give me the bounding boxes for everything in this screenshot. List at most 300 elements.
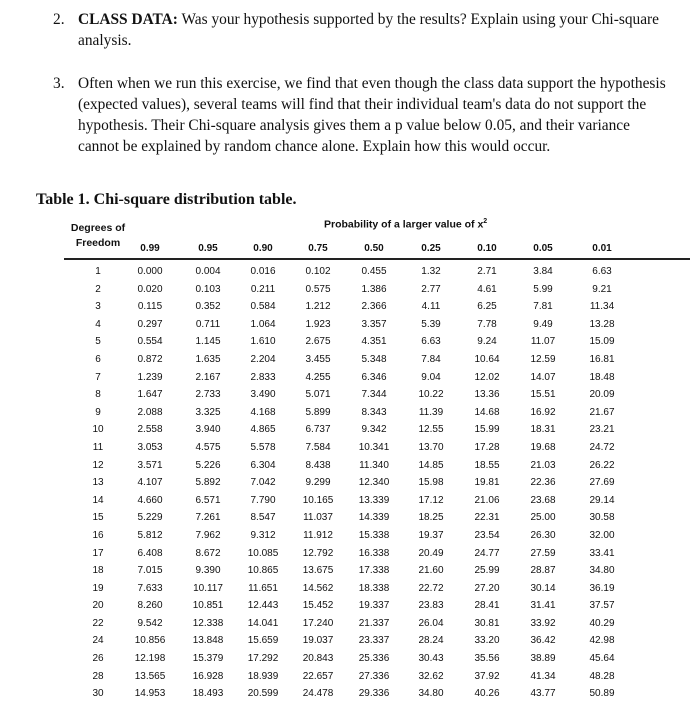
value-cell: 12.338 (192, 617, 224, 629)
value-cell: 2.71 (477, 266, 497, 277)
value-cell: 5.39 (421, 318, 441, 330)
value-cell: 12.55 (418, 424, 444, 436)
value-cell: 50.89 (589, 688, 615, 700)
value-cell: 9.24 (477, 336, 497, 348)
value-cell: 5.892 (195, 477, 221, 489)
value-cell: 6.304 (250, 459, 276, 471)
value-cell: 10.865 (247, 565, 279, 577)
value-cell: 0.020 (137, 283, 163, 295)
dof-cell: 15 (92, 512, 104, 524)
value-cell: 2.733 (195, 389, 221, 401)
value-cell: 0.297 (137, 318, 163, 330)
dof-cell: 4 (95, 318, 101, 330)
value-cell: 15.98 (418, 477, 444, 489)
value-cell: 3.325 (195, 406, 221, 418)
value-cell: 23.68 (530, 494, 556, 506)
value-cell: 37.92 (474, 670, 500, 682)
value-cell: 7.261 (195, 512, 221, 524)
column-header: 0.50 (364, 243, 384, 254)
value-cell: 14.68 (474, 406, 500, 418)
value-cell: 21.60 (418, 565, 444, 577)
table-row (64, 333, 690, 351)
value-cell: 5.99 (533, 283, 553, 295)
value-cell: 18.338 (358, 582, 390, 594)
value-cell: 10.64 (474, 353, 500, 365)
question-bold-lead: CLASS DATA: (78, 11, 178, 28)
dof-cell: 20 (92, 600, 104, 612)
value-cell: 3.053 (137, 441, 163, 453)
dof-cell: 18 (92, 565, 104, 577)
value-cell: 2.558 (137, 424, 163, 436)
dof-cell: 26 (92, 653, 104, 665)
question-number: 3. (53, 75, 65, 92)
value-cell: 0.352 (195, 301, 221, 313)
value-cell: 27.20 (474, 582, 500, 594)
value-cell: 16.92 (530, 406, 556, 418)
value-cell: 8.343 (361, 406, 387, 418)
value-cell: 15.99 (474, 424, 500, 436)
value-cell: 0.016 (250, 266, 276, 277)
value-cell: 45.64 (589, 653, 615, 665)
value-cell: 5.348 (361, 353, 387, 365)
column-header: 0.75 (308, 243, 328, 254)
value-cell: 13.565 (134, 670, 166, 682)
question-body: Often when we run this exercise, we find that even though the class data support the hypothesis (expected values), several teams will find that their individual team's data do not support the hypothesis. Their Chi-square analysis gives them a p value below 0.05, and their variance cannot be explained by random chance alone. Explain how this would occur. (78, 75, 666, 155)
value-cell: 3.84 (533, 266, 553, 277)
value-cell: 19.037 (302, 635, 334, 647)
table-row (64, 457, 690, 475)
value-cell: 13.848 (192, 635, 224, 647)
value-cell: 23.83 (418, 600, 444, 612)
value-cell: 26.04 (418, 617, 444, 629)
value-cell: 0.103 (195, 283, 221, 295)
value-cell: 10.085 (247, 547, 279, 559)
value-cell: 32.62 (418, 670, 444, 682)
value-cell: 30.81 (474, 617, 500, 629)
value-cell: 4.61 (477, 283, 497, 295)
value-cell: 13.28 (589, 318, 615, 330)
value-cell: 7.584 (305, 441, 331, 453)
value-cell: 7.78 (477, 318, 497, 330)
value-cell: 20.599 (247, 688, 279, 700)
question-text (78, 73, 673, 157)
column-header: 0.95 (198, 243, 218, 254)
value-cell: 14.041 (247, 617, 279, 629)
table-row (64, 632, 690, 650)
dof-cell: 11 (92, 441, 104, 453)
value-cell: 1.923 (305, 318, 331, 330)
dof-cell: 22 (92, 617, 104, 629)
value-cell: 0.211 (250, 283, 276, 295)
value-cell: 20.49 (418, 547, 444, 559)
column-header: 0.90 (253, 243, 273, 254)
value-cell: 33.41 (589, 547, 615, 559)
probability-header-sup: 2 (483, 218, 488, 225)
value-cell: 15.452 (302, 600, 334, 612)
value-cell: 32.00 (589, 529, 615, 541)
value-cell: 22.72 (418, 582, 444, 594)
value-cell: 0.115 (137, 301, 163, 313)
value-cell: 9.342 (361, 424, 387, 436)
value-cell: 20.09 (589, 389, 615, 401)
dof-header-line1: Degrees of (70, 222, 126, 234)
table-row (64, 527, 690, 545)
value-cell: 7.042 (250, 477, 276, 489)
value-cell: 23.337 (358, 635, 390, 647)
value-cell: 25.336 (358, 653, 390, 665)
value-cell: 31.41 (530, 600, 556, 612)
value-cell: 7.84 (421, 353, 441, 365)
value-cell: 7.962 (195, 529, 221, 541)
dof-cell: 12 (92, 459, 104, 471)
value-cell: 1.212 (305, 301, 331, 313)
value-cell: 14.85 (418, 459, 444, 471)
value-cell: 28.87 (530, 565, 556, 577)
value-cell: 4.168 (250, 406, 276, 418)
value-cell: 35.56 (474, 653, 500, 665)
table-row (64, 615, 690, 633)
column-header: 0.99 (140, 243, 160, 254)
value-cell: 6.63 (592, 266, 612, 277)
value-cell: 22.657 (302, 670, 334, 682)
column-header: 0.01 (592, 243, 612, 254)
value-cell: 4.660 (137, 494, 163, 506)
value-cell: 10.856 (134, 635, 166, 647)
value-cell: 14.953 (134, 688, 166, 700)
value-cell: 1.145 (195, 336, 221, 348)
value-cell: 6.737 (305, 424, 331, 436)
table-row (64, 404, 690, 422)
value-cell: 14.07 (530, 371, 556, 383)
value-cell: 4.351 (361, 336, 387, 348)
value-cell: 36.19 (589, 582, 615, 594)
value-cell: 1.32 (421, 266, 441, 277)
value-cell: 0.004 (195, 266, 221, 277)
value-cell: 6.408 (137, 547, 163, 559)
value-cell: 43.77 (530, 688, 556, 700)
value-cell: 21.337 (358, 617, 390, 629)
dof-cell: 1 (95, 266, 101, 277)
value-cell: 9.04 (421, 371, 441, 383)
value-cell: 5.226 (195, 459, 221, 471)
value-cell: 17.338 (358, 565, 390, 577)
question-3 (53, 73, 673, 157)
value-cell: 5.812 (137, 529, 163, 541)
value-cell: 26.30 (530, 529, 556, 541)
value-cell: 7.344 (361, 389, 387, 401)
value-cell: 8.260 (137, 600, 163, 612)
value-cell: 4.255 (305, 371, 331, 383)
value-cell: 11.912 (303, 529, 333, 541)
value-cell: 40.26 (474, 688, 500, 700)
value-cell: 16.338 (358, 547, 390, 559)
probability-header (324, 218, 487, 231)
value-cell: 1.647 (137, 389, 163, 401)
table-body (64, 263, 690, 703)
table-row (64, 369, 690, 387)
value-cell: 27.69 (589, 477, 615, 489)
value-cell: 4.865 (250, 424, 276, 436)
table-row (64, 263, 690, 281)
value-cell: 3.357 (361, 318, 387, 330)
table-row (64, 562, 690, 580)
value-cell: 0.872 (137, 353, 163, 365)
value-cell: 25.99 (474, 565, 500, 577)
value-cell: 13.70 (418, 441, 444, 453)
value-cell: 16.928 (192, 670, 224, 682)
value-cell: 10.22 (418, 389, 444, 401)
dof-cell: 8 (95, 389, 101, 401)
value-cell: 17.292 (247, 653, 279, 665)
value-cell: 13.36 (474, 389, 500, 401)
value-cell: 17.240 (302, 617, 334, 629)
value-cell: 13.675 (302, 565, 334, 577)
dof-cell: 16 (92, 529, 104, 541)
value-cell: 12.02 (474, 371, 500, 383)
value-cell: 25.00 (530, 512, 556, 524)
value-cell: 11.07 (530, 336, 556, 348)
value-cell: 21.06 (474, 494, 500, 506)
value-cell: 29.14 (589, 494, 615, 506)
value-cell: 0.575 (305, 283, 331, 295)
value-cell: 10.851 (192, 600, 224, 612)
value-cell: 24.478 (302, 688, 334, 700)
question-body: Was your hypothesis supported by the results? Explain using your Chi-square analysis. (78, 11, 659, 49)
dof-header-line2: Freedom (75, 237, 121, 249)
value-cell: 8.672 (195, 547, 221, 559)
value-cell: 30.14 (530, 582, 556, 594)
dof-cell: 28 (92, 670, 104, 682)
value-cell: 0.711 (195, 318, 221, 330)
value-cell: 18.493 (192, 688, 224, 700)
value-cell: 1.635 (195, 353, 221, 365)
value-cell: 22.31 (474, 512, 500, 524)
value-cell: 1.064 (250, 318, 276, 330)
value-cell: 10.341 (358, 441, 390, 453)
probability-header-text: Probability of a larger value of x (324, 218, 484, 231)
column-header: 0.25 (421, 243, 441, 254)
value-cell: 8.438 (305, 459, 331, 471)
value-cell: 14.562 (302, 582, 334, 594)
value-cell: 7.015 (137, 565, 163, 577)
table-row (64, 668, 690, 686)
value-cell: 7.633 (137, 582, 163, 594)
value-cell: 15.379 (192, 653, 224, 665)
value-cell: 12.198 (134, 653, 166, 665)
value-cell: 9.312 (250, 529, 276, 541)
value-cell: 15.659 (247, 635, 279, 647)
value-cell: 34.80 (418, 688, 444, 700)
value-cell: 9.542 (137, 617, 163, 629)
value-cell: 12.443 (247, 600, 279, 612)
value-cell: 1.610 (250, 336, 276, 348)
value-cell: 3.490 (250, 389, 276, 401)
chi-square-table (64, 216, 690, 703)
value-cell: 0.554 (137, 336, 163, 348)
value-cell: 24.77 (474, 547, 500, 559)
value-cell: 36.42 (530, 635, 556, 647)
table-caption: Table 1. Chi-square distribution table. (36, 191, 297, 208)
table-row (64, 439, 690, 457)
value-cell: 4.107 (137, 477, 163, 489)
dof-cell: 7 (95, 371, 101, 383)
value-cell: 41.34 (530, 670, 556, 682)
value-cell: 2.675 (305, 336, 331, 348)
value-cell: 5.899 (305, 406, 331, 418)
value-cell: 6.571 (195, 494, 221, 506)
value-cell: 10.165 (302, 494, 334, 506)
value-cell: 17.12 (418, 494, 444, 506)
value-cell: 11.037 (303, 512, 333, 524)
value-cell: 18.939 (247, 670, 279, 682)
value-cell: 0.000 (137, 266, 163, 277)
value-cell: 6.346 (361, 371, 387, 383)
value-cell: 6.63 (421, 336, 441, 348)
value-cell: 0.102 (305, 266, 331, 277)
value-cell: 28.24 (418, 635, 444, 647)
value-cell: 15.338 (358, 529, 390, 541)
value-cell: 4.11 (421, 301, 441, 313)
value-cell: 6.25 (477, 301, 497, 313)
value-cell: 20.843 (302, 653, 334, 665)
table-header (64, 216, 690, 260)
value-cell: 11.340 (359, 459, 389, 471)
dof-cell: 24 (92, 635, 104, 647)
value-cell: 16.81 (589, 353, 615, 365)
value-cell: 9.21 (592, 283, 612, 295)
value-cell: 18.25 (418, 512, 444, 524)
table-row (64, 298, 690, 316)
value-cell: 5.071 (305, 389, 331, 401)
value-cell: 4.575 (195, 441, 221, 453)
value-cell: 3.940 (195, 424, 221, 436)
value-cell: 29.336 (358, 688, 390, 700)
value-cell: 2.088 (137, 406, 163, 418)
value-cell: 27.336 (358, 670, 390, 682)
value-cell: 24.72 (589, 441, 615, 453)
dof-cell: 13 (92, 477, 104, 489)
value-cell: 30.58 (589, 512, 615, 524)
dof-cell: 5 (95, 336, 101, 348)
value-cell: 19.337 (358, 600, 390, 612)
dof-cell: 19 (92, 582, 104, 594)
value-cell: 23.21 (589, 424, 615, 436)
table-row (64, 545, 690, 563)
value-cell: 11.39 (418, 406, 444, 418)
value-cell: 12.340 (358, 477, 390, 489)
value-cell: 12.59 (530, 353, 556, 365)
table-row (64, 597, 690, 615)
value-cell: 48.28 (589, 670, 615, 682)
value-cell: 37.57 (589, 600, 615, 612)
value-cell: 19.81 (474, 477, 500, 489)
dof-cell: 6 (95, 353, 101, 365)
value-cell: 19.68 (530, 441, 556, 453)
value-cell: 1.386 (361, 283, 387, 295)
table-row (64, 650, 690, 668)
table-row (64, 474, 690, 492)
value-cell: 30.43 (418, 653, 444, 665)
table-row (64, 351, 690, 369)
value-cell: 15.51 (530, 389, 556, 401)
value-cell: 15.09 (589, 336, 615, 348)
value-cell: 9.390 (195, 565, 221, 577)
value-cell: 3.455 (305, 353, 331, 365)
value-cell: 18.48 (589, 371, 615, 383)
value-cell: 34.80 (589, 565, 615, 577)
value-cell: 22.36 (530, 477, 556, 489)
value-cell: 11.651 (248, 582, 278, 594)
value-cell: 0.455 (361, 266, 387, 277)
value-cell: 2.167 (195, 371, 221, 383)
value-cell: 21.03 (530, 459, 556, 471)
value-cell: 19.37 (418, 529, 444, 541)
table-row (64, 685, 690, 703)
dof-cell: 10 (92, 424, 104, 436)
column-header: 0.10 (477, 243, 497, 254)
dof-cell: 9 (95, 406, 101, 418)
value-cell: 23.54 (474, 529, 500, 541)
value-cell: 5.578 (250, 441, 276, 453)
value-cell: 13.339 (358, 494, 390, 506)
table-row (64, 421, 690, 439)
value-cell: 21.67 (589, 406, 615, 418)
value-cell: 2.77 (421, 283, 441, 295)
value-cell: 9.299 (305, 477, 331, 489)
dof-cell: 3 (95, 301, 101, 313)
column-header: 0.05 (533, 243, 553, 254)
table-row (64, 316, 690, 334)
value-cell: 3.571 (137, 459, 163, 471)
value-cell: 2.366 (361, 301, 387, 313)
dof-cell: 2 (95, 283, 101, 295)
value-cell: 2.204 (250, 353, 276, 365)
value-cell: 18.31 (530, 424, 556, 436)
value-cell: 17.28 (474, 441, 500, 453)
value-cell: 7.790 (250, 494, 276, 506)
question-number: 2. (53, 11, 65, 28)
table-row (64, 509, 690, 527)
value-cell: 26.22 (589, 459, 615, 471)
value-cell: 18.55 (474, 459, 500, 471)
dof-cell: 30 (92, 688, 104, 700)
value-cell: 9.49 (533, 318, 553, 330)
value-cell: 8.547 (250, 512, 276, 524)
value-cell: 42.98 (589, 635, 615, 647)
table-row (64, 580, 690, 598)
value-cell: 27.59 (530, 547, 556, 559)
value-cell: 38.89 (530, 653, 556, 665)
value-cell: 11.34 (589, 301, 615, 313)
value-cell: 0.584 (250, 301, 276, 313)
value-cell: 10.117 (193, 582, 223, 594)
table-row (64, 386, 690, 404)
table-row (64, 492, 690, 510)
value-cell: 5.229 (137, 512, 163, 524)
value-cell: 14.339 (358, 512, 390, 524)
value-cell: 28.41 (474, 600, 500, 612)
value-cell: 2.833 (250, 371, 276, 383)
value-cell: 33.20 (474, 635, 500, 647)
dof-cell: 14 (92, 494, 104, 506)
dof-header (64, 221, 132, 251)
value-cell: 12.792 (302, 547, 334, 559)
value-cell: 33.92 (530, 617, 556, 629)
value-cell: 7.81 (533, 301, 553, 313)
table-row (64, 281, 690, 299)
value-cell: 1.239 (137, 371, 163, 383)
dof-cell: 17 (92, 547, 104, 559)
